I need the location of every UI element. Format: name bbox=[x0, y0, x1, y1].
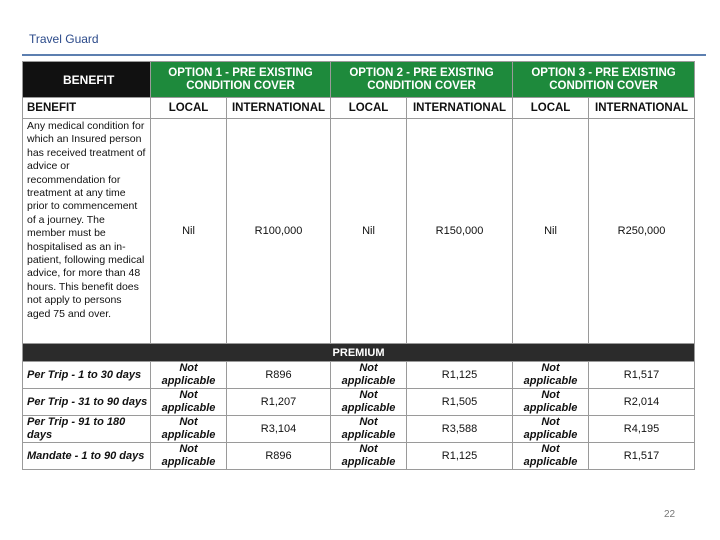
table-row bbox=[23, 362, 695, 389]
slide-title: Travel Guard bbox=[29, 32, 99, 46]
benefit-value: R100,000 bbox=[227, 119, 331, 344]
premium-cell: R896 bbox=[227, 362, 331, 389]
premium-header-row bbox=[23, 344, 695, 362]
subheader-local-3: LOCAL bbox=[513, 98, 589, 119]
premium-cell: Not applicable bbox=[513, 389, 589, 416]
premium-cell: Not applicable bbox=[331, 416, 407, 443]
premium-cell: R1,505 bbox=[407, 389, 513, 416]
premium-row-label: Mandate - 1 to 90 days bbox=[23, 443, 151, 470]
table-header-row bbox=[23, 62, 695, 98]
subheader-international-1: INTERNATIONAL bbox=[227, 98, 331, 119]
title-divider bbox=[22, 54, 706, 56]
header-benefit: BENEFIT bbox=[23, 62, 151, 98]
header-option-1: OPTION 1 - PRE EXISTING CONDITION COVER bbox=[151, 62, 331, 98]
premium-row-label: Per Trip - 31 to 90 days bbox=[23, 389, 151, 416]
premium-cell: R1,207 bbox=[227, 389, 331, 416]
benefit-value: R150,000 bbox=[407, 119, 513, 344]
subheader-international-2: INTERNATIONAL bbox=[407, 98, 513, 119]
premium-cell: Not applicable bbox=[151, 362, 227, 389]
premium-row-label: Per Trip - 91 to 180 days bbox=[23, 416, 151, 443]
premium-cell: R3,588 bbox=[407, 416, 513, 443]
page-number: 22 bbox=[664, 509, 676, 520]
premium-cell: R3,104 bbox=[227, 416, 331, 443]
premium-cell: R2,014 bbox=[589, 389, 695, 416]
benefit-row bbox=[23, 119, 695, 344]
premium-cell: Not applicable bbox=[151, 416, 227, 443]
premium-cell: R1,125 bbox=[407, 443, 513, 470]
subheader-international-3: INTERNATIONAL bbox=[589, 98, 695, 119]
premium-cell: R896 bbox=[227, 443, 331, 470]
benefit-value: Nil bbox=[331, 119, 407, 344]
premium-cell: Not applicable bbox=[331, 389, 407, 416]
benefit-description: Any medical condition for which an Insured person has received treatment of advice or recommendation for treatment at any time prior to commencement of a journey. The member must be hospitalised as an in-patient, following medical advice, for more than 48 hours. This benefit does not apply to persons aged 75 and over. bbox=[23, 119, 151, 344]
benefit-table bbox=[22, 61, 695, 470]
premium-label: PREMIUM bbox=[23, 344, 695, 362]
benefit-value: R250,000 bbox=[589, 119, 695, 344]
table-row bbox=[23, 443, 695, 470]
header-option-2: OPTION 2 - PRE EXISTING CONDITION COVER bbox=[331, 62, 513, 98]
benefit-value: Nil bbox=[513, 119, 589, 344]
premium-cell: Not applicable bbox=[151, 389, 227, 416]
table-row bbox=[23, 389, 695, 416]
premium-cell: Not applicable bbox=[331, 443, 407, 470]
premium-cell: R1,517 bbox=[589, 362, 695, 389]
benefit-value: Nil bbox=[151, 119, 227, 344]
premium-cell: Not applicable bbox=[151, 443, 227, 470]
subheader-local-1: LOCAL bbox=[151, 98, 227, 119]
premium-row-label: Per Trip - 1 to 30 days bbox=[23, 362, 151, 389]
subheader-local-2: LOCAL bbox=[331, 98, 407, 119]
table-subheader-row bbox=[23, 98, 695, 119]
premium-cell: R4,195 bbox=[589, 416, 695, 443]
premium-cell: Not applicable bbox=[513, 416, 589, 443]
table-row bbox=[23, 416, 695, 443]
premium-cell: Not applicable bbox=[513, 362, 589, 389]
premium-cell: R1,125 bbox=[407, 362, 513, 389]
subheader-benefit: BENEFIT bbox=[23, 98, 151, 119]
header-option-3: OPTION 3 - PRE EXISTING CONDITION COVER bbox=[513, 62, 695, 98]
premium-cell: R1,517 bbox=[589, 443, 695, 470]
premium-cell: Not applicable bbox=[513, 443, 589, 470]
premium-cell: Not applicable bbox=[331, 362, 407, 389]
